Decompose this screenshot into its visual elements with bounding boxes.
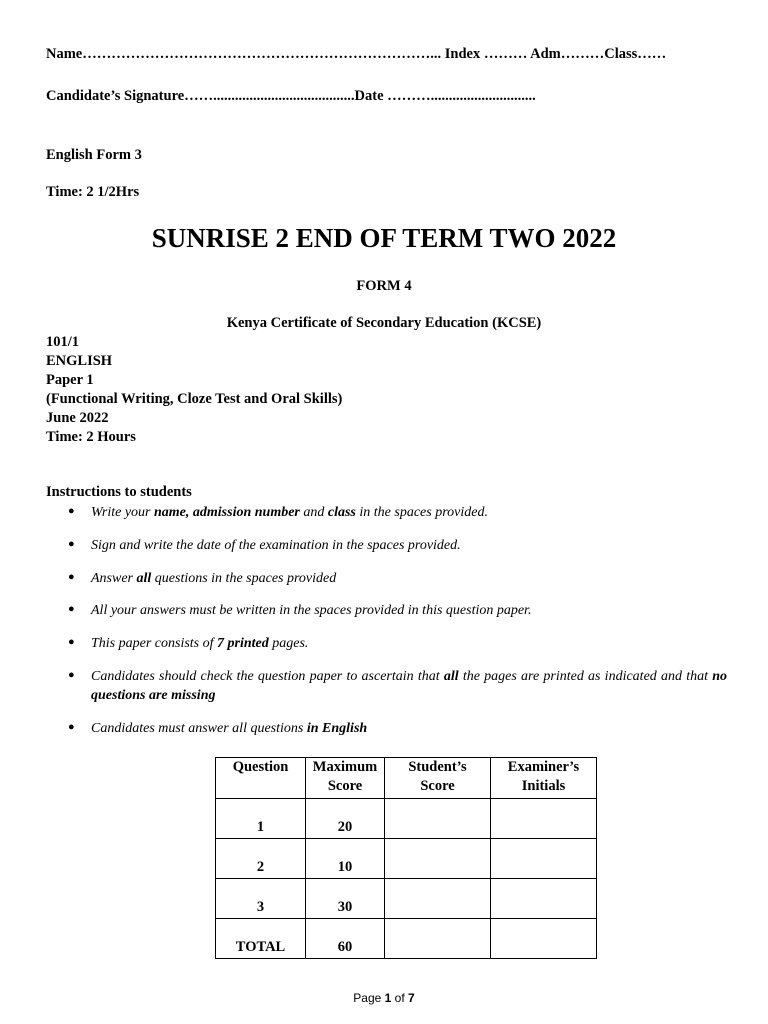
- table-row: [216, 839, 597, 879]
- score-table-header: [216, 758, 597, 799]
- max-score-cell: 30: [306, 879, 385, 919]
- bullet-icon: ●: [68, 603, 75, 615]
- name-index-adm-class-line: Name………………………………………………………………... Index ……… Adm………Class……: [46, 46, 667, 62]
- subject-form-label: English Form 3: [46, 147, 142, 163]
- paper-code: 101/1: [46, 334, 80, 350]
- table-row: [216, 919, 597, 959]
- total-pages: 7: [408, 991, 415, 1005]
- header-question: Question: [216, 758, 306, 799]
- paper-subject: ENGLISH: [46, 353, 113, 369]
- instruction-item: Candidates should check the question paper to ascertain that all the pages are printed as indicated and that no questions are missing: [91, 669, 727, 703]
- score-table: [215, 757, 597, 959]
- paper-number: Paper 1: [46, 372, 94, 388]
- examiner-initials-cell[interactable]: [491, 799, 597, 839]
- candidate-signature-date-line: Candidate’s Signature…….......................................Date ……….............................: [46, 88, 536, 104]
- max-score-cell: 20: [306, 799, 385, 839]
- page-footer: [0, 991, 768, 1005]
- bullet-icon: ●: [68, 505, 75, 517]
- max-score-cell: 10: [306, 839, 385, 879]
- instruction-item: This paper consists of 7 printed pages.: [91, 636, 309, 651]
- student-score-cell[interactable]: [385, 799, 491, 839]
- page-label: Page: [353, 991, 385, 1005]
- page-number: 1: [384, 991, 392, 1005]
- exam-title: SUNRISE 2 END OF TERM TWO 2022: [151, 223, 617, 253]
- header-maximum-score: Maximum Score: [306, 758, 385, 799]
- instructions-heading: Instructions to students: [46, 484, 192, 500]
- bullet-icon: ●: [68, 669, 75, 681]
- examiner-initials-cell[interactable]: [491, 879, 597, 919]
- examiner-initials-cell[interactable]: [491, 839, 597, 879]
- paper-date: June 2022: [46, 410, 109, 426]
- student-score-cell[interactable]: [385, 839, 491, 879]
- total-label-cell: TOTAL: [216, 919, 306, 959]
- instruction-item: Candidates must answer all questions in English: [91, 721, 368, 736]
- header-time-label: Time: 2 1/2Hrs: [46, 184, 140, 200]
- of-label: of: [391, 991, 409, 1005]
- bullet-icon: ●: [68, 636, 75, 648]
- student-total-cell[interactable]: [385, 919, 491, 959]
- table-row: [216, 799, 597, 839]
- instruction-item: All your answers must be written in the spaces provided in this question paper.: [91, 603, 532, 618]
- examiner-total-cell[interactable]: [491, 919, 597, 959]
- bullet-icon: ●: [68, 538, 75, 550]
- total-score-cell: 60: [306, 919, 385, 959]
- bullet-icon: ●: [68, 571, 75, 583]
- bullet-icon: ●: [68, 721, 75, 733]
- exam-body-label: Kenya Certificate of Secondary Education (KCSE): [226, 315, 542, 331]
- table-row: [216, 879, 597, 919]
- question-cell: 3: [216, 879, 306, 919]
- question-cell: 2: [216, 839, 306, 879]
- header-students-score: Student’s Score: [385, 758, 491, 799]
- header-examiners-initials: Examiner’s Initials: [491, 758, 597, 799]
- paper-components: (Functional Writing, Cloze Test and Oral Skills): [46, 391, 343, 407]
- form-label: FORM 4: [356, 278, 412, 294]
- paper-duration: Time: 2 Hours: [46, 429, 136, 445]
- instruction-item: Write your name, admission number and class in the spaces provided.: [91, 505, 488, 520]
- student-score-cell[interactable]: [385, 879, 491, 919]
- instruction-item: Sign and write the date of the examination in the spaces provided.: [91, 538, 461, 553]
- instruction-item: Answer all questions in the spaces provided: [91, 571, 337, 586]
- question-cell: 1: [216, 799, 306, 839]
- paper-info-block: [46, 333, 342, 447]
